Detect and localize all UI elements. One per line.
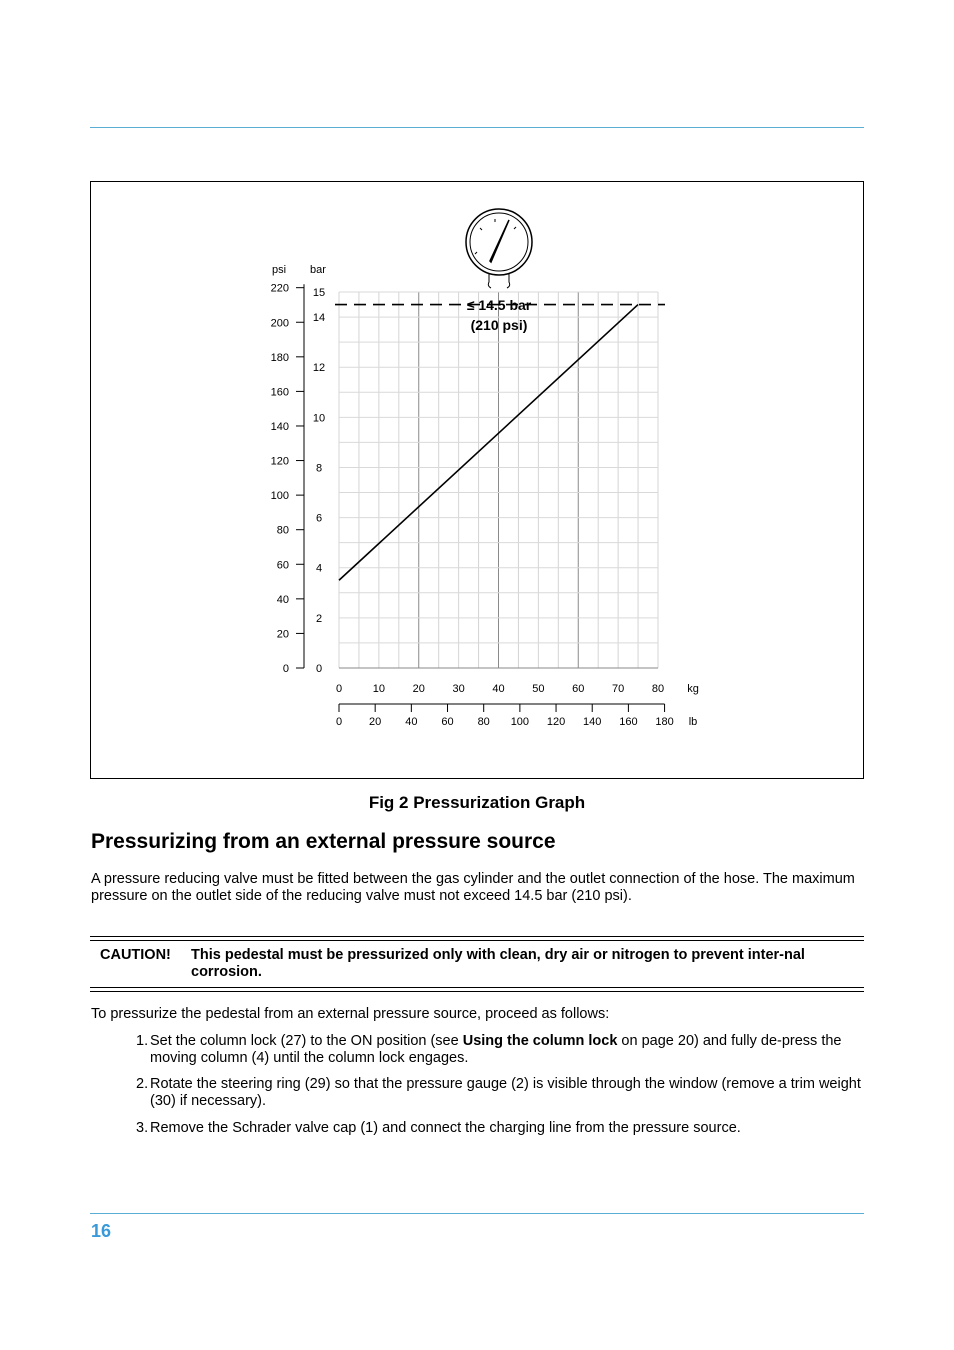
- psi-tick-label: 160: [270, 386, 289, 399]
- caution-bottom-rule-2: [90, 991, 864, 992]
- step-3: [136, 1120, 861, 1137]
- caution-top-rule-2: [90, 940, 864, 941]
- intro-paragraph: A pressure reducing valve must be fitted between the gas cylinder and the outlet connection of the hose. The maximum pressure on the outlet side of the reducing valve must not exceed 14.5 bar (210 psi).: [91, 871, 855, 904]
- psi-tick-label: 200: [270, 317, 289, 330]
- kg-tick-label: 80: [651, 683, 665, 695]
- psi-tick-label: 60: [276, 559, 289, 572]
- axis-label-kg: kg: [687, 683, 699, 695]
- steps-intro: To pressurize the pedestal from an external pressure source, proceed as follows:: [91, 1006, 610, 1022]
- step-1: [136, 1033, 861, 1066]
- bar-tick-label: 10: [312, 412, 326, 425]
- bar-tick-label: 4: [315, 562, 323, 575]
- psi-tick-label: 120: [270, 455, 289, 468]
- bar-tick-label: 14: [312, 312, 326, 325]
- step-number: 2.: [136, 1076, 149, 1092]
- annotation-max-pressure: ≤ 14.5 bar: [466, 297, 532, 313]
- section-heading: Pressurizing from an external pressure source: [91, 830, 556, 853]
- caution-text: This pedestal must be pressurized only with clean, dry air or nitrogen to prevent inter-nal corrosion.: [191, 947, 805, 980]
- bar-tick-label: 0: [315, 663, 323, 675]
- kg-tick-label: 50: [532, 683, 545, 695]
- top-rule: [90, 127, 864, 128]
- kg-tick-label: 30: [452, 683, 465, 695]
- kg-tick-label: 70: [612, 683, 625, 695]
- caution-bottom-rule: [90, 987, 864, 988]
- step-number: 3.: [136, 1120, 149, 1136]
- bar-tick-label: 15: [312, 287, 326, 299]
- lb-tick-label: 160: [619, 716, 638, 728]
- chart-grid: [339, 292, 658, 668]
- cross-reference-link[interactable]: Using the column lock: [462, 1033, 618, 1049]
- page-number: 16: [91, 1221, 112, 1241]
- lb-tick-label: 80: [477, 716, 490, 728]
- psi-tick-label: 40: [276, 593, 289, 606]
- psi-tick-label: 140: [270, 420, 289, 433]
- figure-caption: Fig 2 Pressurization Graph: [368, 793, 586, 812]
- bottom-rule: [90, 1213, 864, 1214]
- lb-tick-label: 180: [655, 716, 674, 728]
- chart-labels: [271, 264, 699, 728]
- psi-tick-label: 220: [270, 282, 289, 295]
- step-text: Remove the Schrader valve cap (1) and connect the charging line from the pressure source.: [150, 1120, 741, 1136]
- axis-label-lb: lb: [688, 716, 698, 728]
- chart-axes: [296, 284, 665, 712]
- lb-tick-label: 20: [369, 716, 382, 728]
- bar-tick-label: 8: [315, 462, 323, 475]
- bar-tick-label: 2: [315, 612, 323, 625]
- lb-tick-label: 120: [546, 716, 566, 728]
- kg-tick-label: 10: [372, 683, 385, 695]
- step-text: Set the column lock (27) to the ON position (see Using the column lock on page 20) and fully de-press the moving column (4) until the column lock engages.: [150, 1033, 842, 1066]
- caution-top-rule: [90, 936, 864, 937]
- psi-tick-label: 80: [276, 524, 289, 537]
- figure-box: [90, 181, 864, 779]
- bar-tick-label: 6: [315, 512, 323, 525]
- psi-tick-label: 100: [270, 490, 289, 503]
- step-number: 1.: [136, 1033, 149, 1049]
- bar-tick-label: 12: [312, 362, 326, 375]
- psi-tick-label: 20: [276, 628, 289, 641]
- axis-label-bar: bar: [310, 264, 326, 276]
- pressurization-graph: [91, 182, 863, 778]
- caution-label: CAUTION!: [100, 947, 171, 963]
- lb-tick-label: 60: [441, 716, 454, 728]
- axis-label-psi: psi: [271, 264, 287, 276]
- psi-tick-label: 180: [270, 351, 289, 364]
- lb-tick-label: 0: [335, 716, 343, 728]
- psi-tick-label: 0: [282, 663, 289, 675]
- lb-tick-label: 140: [583, 716, 602, 728]
- kg-tick-label: 20: [412, 683, 425, 695]
- kg-tick-label: 60: [572, 683, 585, 695]
- step-2: [136, 1076, 861, 1109]
- kg-tick-label: 40: [492, 683, 505, 695]
- pressure-gauge-icon: [466, 209, 532, 288]
- step-text: Rotate the steering ring (29) so that the pressure gauge (2) is visible through the window (remove a trim weight (30) if necessary).: [150, 1076, 861, 1109]
- kg-tick-label: 0: [335, 683, 343, 695]
- lb-tick-label: 40: [405, 716, 418, 728]
- lb-tick-label: 100: [510, 716, 530, 728]
- annotation-max-pressure-psi: (210 psi): [470, 317, 528, 333]
